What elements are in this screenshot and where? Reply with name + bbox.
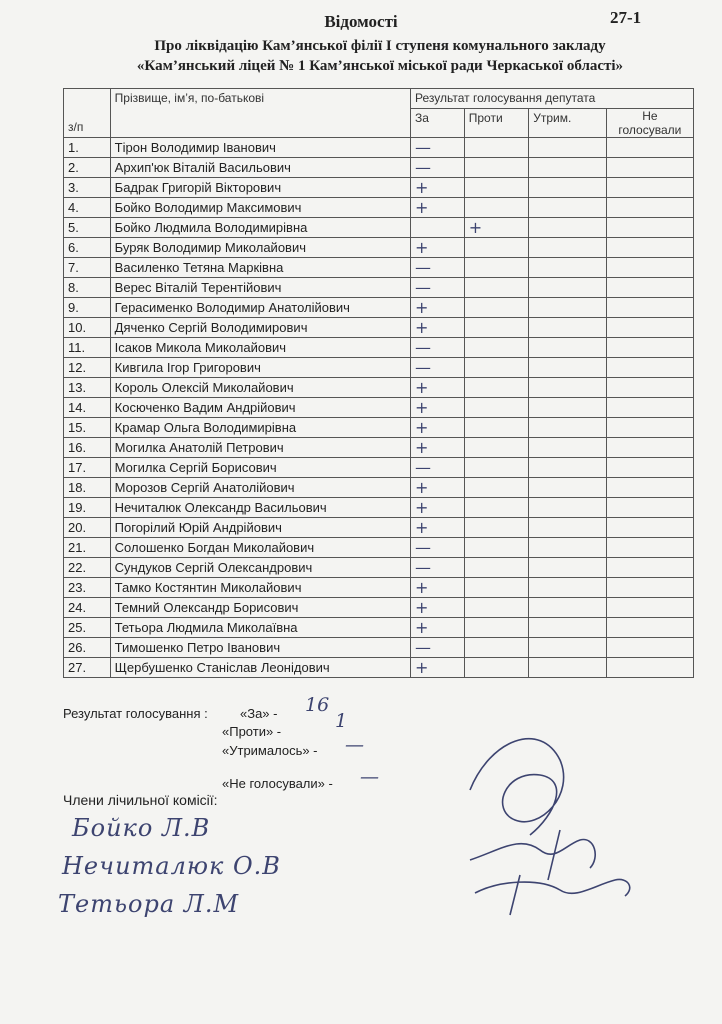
- row-za-mark: +: [411, 298, 465, 318]
- row-za-mark: —: [411, 538, 465, 558]
- row-za-mark: +: [411, 518, 465, 538]
- row-number: 25.: [64, 618, 111, 638]
- result-label: Результат голосування :: [63, 706, 208, 721]
- row-number: 9.: [64, 298, 111, 318]
- result-utrym-label: «Утрималось» -: [222, 743, 318, 758]
- row-name: Кивгила Ігор Григорович: [110, 358, 410, 378]
- row-number: 18.: [64, 478, 111, 498]
- row-name: Щербушенко Станіслав Леонідович: [110, 658, 410, 678]
- row-number: 27.: [64, 658, 111, 678]
- row-za-mark: +: [411, 498, 465, 518]
- row-name: Солошенко Богдан Миколайович: [110, 538, 410, 558]
- commission-member-2: Нечиталюк О.В: [62, 852, 281, 880]
- row-za-mark: +: [411, 658, 465, 678]
- row-name: Тамко Костянтин Миколайович: [110, 578, 410, 598]
- row-number: 3.: [64, 178, 111, 198]
- result-za-label: «За» -: [240, 706, 278, 721]
- row-number: 13.: [64, 378, 111, 398]
- commission-label: Члени лічильної комісії:: [63, 792, 218, 808]
- row-za-mark: —: [411, 558, 465, 578]
- row-number: 5.: [64, 218, 111, 238]
- row-name: Ісаков Микола Миколайович: [110, 338, 410, 358]
- row-number: 16.: [64, 438, 111, 458]
- row-za-mark: +: [411, 318, 465, 338]
- result-proty-label: «Проти» -: [222, 724, 282, 739]
- row-za-mark: —: [411, 138, 465, 158]
- row-proty-mark: +: [464, 218, 529, 238]
- row-number: 1.: [64, 138, 111, 158]
- row-za-mark: —: [411, 638, 465, 658]
- row-name: Косюченко Вадим Андрійович: [110, 398, 410, 418]
- row-number: 7.: [64, 258, 111, 278]
- row-name: Верес Віталій Терентійович: [110, 278, 410, 298]
- row-name: Тірон Володимир Іванович: [110, 138, 410, 158]
- row-name: Король Олексій Миколайович: [110, 378, 410, 398]
- row-name: Герасименко Володимир Анатолійович: [110, 298, 410, 318]
- row-name: Бойко Людмила Володимирівна: [110, 218, 410, 238]
- row-za-mark: +: [411, 578, 465, 598]
- row-za-mark: —: [411, 458, 465, 478]
- commission-member-3: Тетьора Л.М: [58, 890, 240, 918]
- header-utrym: Утрим.: [529, 109, 606, 138]
- signature-1-scribble: [470, 739, 564, 835]
- row-number: 14.: [64, 398, 111, 418]
- row-name: Нечиталюк Олександр Васильович: [110, 498, 410, 518]
- row-name: Дяченко Сергій Володимирович: [110, 318, 410, 338]
- result-za-value: 16: [305, 694, 330, 716]
- commission-member-1: Бойко Л.В: [72, 814, 211, 842]
- row-number: 17.: [64, 458, 111, 478]
- row-name: Крамар Ольга Володимирівна: [110, 418, 410, 438]
- row-name: Буряк Володимир Миколайович: [110, 238, 410, 258]
- row-name: Тимошенко Петро Іванович: [110, 638, 410, 658]
- signature-3-scribble: [475, 875, 630, 915]
- result-ne-label: «Не голосували» -: [222, 776, 333, 791]
- row-name: Могилка Сергій Борисович: [110, 458, 410, 478]
- row-number: 26.: [64, 638, 111, 658]
- row-za-mark: +: [411, 438, 465, 458]
- row-number: 20.: [64, 518, 111, 538]
- document-number: 27-1: [610, 8, 642, 27]
- row-name: Темний Олександр Борисович: [110, 598, 410, 618]
- header-ne: Не голосували: [606, 109, 693, 138]
- row-number: 12.: [64, 358, 111, 378]
- header-proty: Проти: [464, 109, 529, 138]
- row-za-mark: —: [411, 358, 465, 378]
- row-number: 4.: [64, 198, 111, 218]
- row-name: Морозов Сергій Анатолійович: [110, 478, 410, 498]
- row-name: Василенко Тетяна Марківна: [110, 258, 410, 278]
- row-number: 10.: [64, 318, 111, 338]
- row-za-mark: —: [411, 338, 465, 358]
- row-number: 6.: [64, 238, 111, 258]
- row-number: 8.: [64, 278, 111, 298]
- row-number: 15.: [64, 418, 111, 438]
- row-za-mark: —: [411, 278, 465, 298]
- row-number: 11.: [64, 338, 111, 358]
- row-number: 19.: [64, 498, 111, 518]
- row-za-mark: +: [411, 238, 465, 258]
- row-za-mark: +: [411, 418, 465, 438]
- row-number: 23.: [64, 578, 111, 598]
- row-name: Бойко Володимир Максимович: [110, 198, 410, 218]
- row-za-mark: —: [411, 158, 465, 178]
- row-za-mark: +: [411, 178, 465, 198]
- row-name: Тетьора Людмила Миколаївна: [110, 618, 410, 638]
- header-za: За: [411, 109, 465, 138]
- signature-2-scribble: [470, 830, 595, 880]
- row-za-mark: +: [411, 198, 465, 218]
- row-number: 21.: [64, 538, 111, 558]
- result-ne-value: —: [360, 766, 379, 788]
- document-title: Відомості: [324, 12, 398, 31]
- row-name: Могилка Анатолій Петрович: [110, 438, 410, 458]
- header-name: Прізвище, ім’я, по-батькові: [110, 89, 410, 138]
- row-name: Архип'юк Віталій Васильович: [110, 158, 410, 178]
- row-za-mark: +: [411, 478, 465, 498]
- result-proty-value: 1: [335, 710, 348, 732]
- row-za-mark: +: [411, 398, 465, 418]
- row-number: 24.: [64, 598, 111, 618]
- header-num: з/п: [64, 89, 111, 138]
- document-subtitle-2: «Кам’янський ліцей № 1 Кам’янської міської ради Черкаської області»: [136, 58, 624, 74]
- row-number: 22.: [64, 558, 111, 578]
- row-name: Погорілий Юрій Андрійович: [110, 518, 410, 538]
- row-za-mark: +: [411, 618, 465, 638]
- header-result: Результат голосування депутата: [411, 89, 694, 109]
- row-name: Сундуков Сергій Олександрович: [110, 558, 410, 578]
- row-za-mark: +: [411, 378, 465, 398]
- document-subtitle-1: Про ліквідацію Кам’янської філії І ступеня комунального закладу: [154, 38, 606, 54]
- row-za-mark: —: [411, 258, 465, 278]
- row-za-mark: +: [411, 598, 465, 618]
- row-number: 2.: [64, 158, 111, 178]
- row-name: Бадрак Григорій Вікторович: [110, 178, 410, 198]
- result-utrym-value: —: [345, 734, 364, 756]
